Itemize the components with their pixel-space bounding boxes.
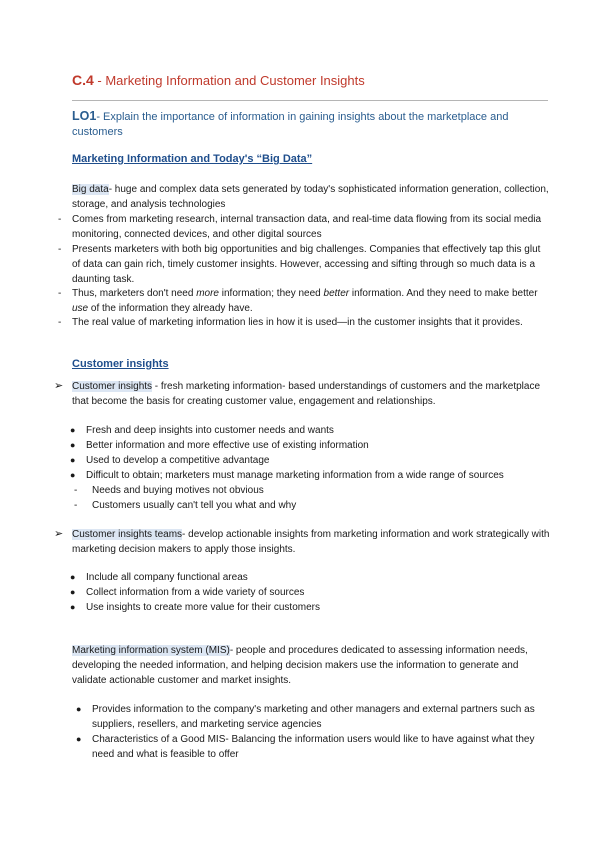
bullet-icon: ● [70,425,76,435]
text-run: Thus, marketers don't need [72,288,197,299]
teams-definition [72,527,550,557]
text-run: information. And they need to make better [349,288,538,299]
bullet-item: Used to develop a competitive advantage [86,455,270,466]
lo-label: LO1 [72,109,97,123]
dash-marker: - [58,244,62,255]
bullet-item: Provides information to the company's marketing and other managers and external partners such as suppliers, resellers, and marketing service agencies [92,704,535,730]
list-item: The real value of marketing information lies in how it is used—in the customer insights that it provides. [72,317,523,328]
bullet-icon: ● [70,470,76,480]
emphasis-use: use [72,303,89,314]
bullet-item: Better information and more effective use of existing information [86,440,369,451]
title-divider [72,100,548,101]
chapter-title [72,72,365,88]
bullet-icon: ● [76,734,82,744]
list-item: Comes from marketing research, internal transaction data, and real-time data flowing from its social media monitoring, connected devices, and other digital sources [72,214,542,240]
mis-definition [72,643,550,688]
big-data-term: Big data [72,184,109,195]
customer-insights-definition-text: - fresh marketing information- based understandings of customers and the marketplace that become the basis for creating customer value, engagement and relationships. [72,381,541,407]
bullet-item: Characteristics of a Good MIS- Balancing the information users would like to have against what they need and what is feasible to offer [92,734,535,760]
bullet-item: Fresh and deep insights into customer needs and wants [86,425,334,436]
text-run: information; they need [219,288,324,299]
emphasis-more: more [196,288,219,299]
dash-marker: - [74,500,78,511]
bullet-item: Include all company functional areas [86,572,248,583]
dash-marker: - [58,288,62,299]
sub-item: Customers usually can't tell you what and why [92,500,297,511]
list-item: Presents marketers with both big opportunities and big challenges. Companies that effectively tap this glut of data can gain rich, timely customer insights. However, accessing and sifting through so much data is a daunting task. [72,244,541,285]
teams-definition-text: - develop actionable insights from marketing information and work strategically with marketing decision makers to apply those insights. [72,529,550,555]
bullet-icon: ● [70,587,76,597]
bullet-icon: ● [76,704,82,714]
arrow-bullet-icon: ➢ [54,380,64,392]
arrow-bullet-icon: ➢ [54,528,64,540]
customer-insights-term: Customer insights [72,381,153,392]
dash-marker: - [74,485,78,496]
teams-term: Customer insights teams [72,529,183,540]
section-heading-customer-insights: Customer insights [72,358,169,370]
section-heading-big-data: Marketing Information and Today's “Big Data” [72,153,313,165]
big-data-definition [72,182,552,212]
sub-item: Needs and buying motives not obvious [92,485,264,496]
bullet-icon: ● [70,440,76,450]
bullet-item: Collect information from a wide variety of sources [86,587,305,598]
bullet-icon: ● [70,572,76,582]
learning-objective [72,109,542,140]
bullet-icon: ● [70,455,76,465]
dash-marker: - [58,317,62,328]
big-data-definition-text: - huge and complex data sets generated by today's sophisticated information generation, collection, storage, and analysis technologies [72,184,549,210]
bullet-item: Difficult to obtain; marketers must manage marketing information from a wide range of sources [86,470,504,481]
mis-term: Marketing information system (MIS) [72,645,230,656]
chapter-number: C.4 [72,72,94,88]
customer-insights-definition [72,379,550,409]
lo-text: - Explain the importance of information in gaining insights about the marketplace and customers [72,111,509,138]
emphasis-better: better [323,288,350,299]
list-item [72,286,550,316]
mis-definition-text: - people and procedures dedicated to assessing information needs, developing the needed information, and helping decision makers use the information to generate and validate actionable customer and market insights. [72,645,528,686]
bullet-item: Use insights to create more value for their customers [86,602,320,613]
chapter-title-text: - Marketing Information and Customer Insights [93,73,365,88]
bullet-icon: ● [70,602,76,612]
dash-marker: - [58,214,62,225]
text-run: of the information they already have. [88,303,253,314]
